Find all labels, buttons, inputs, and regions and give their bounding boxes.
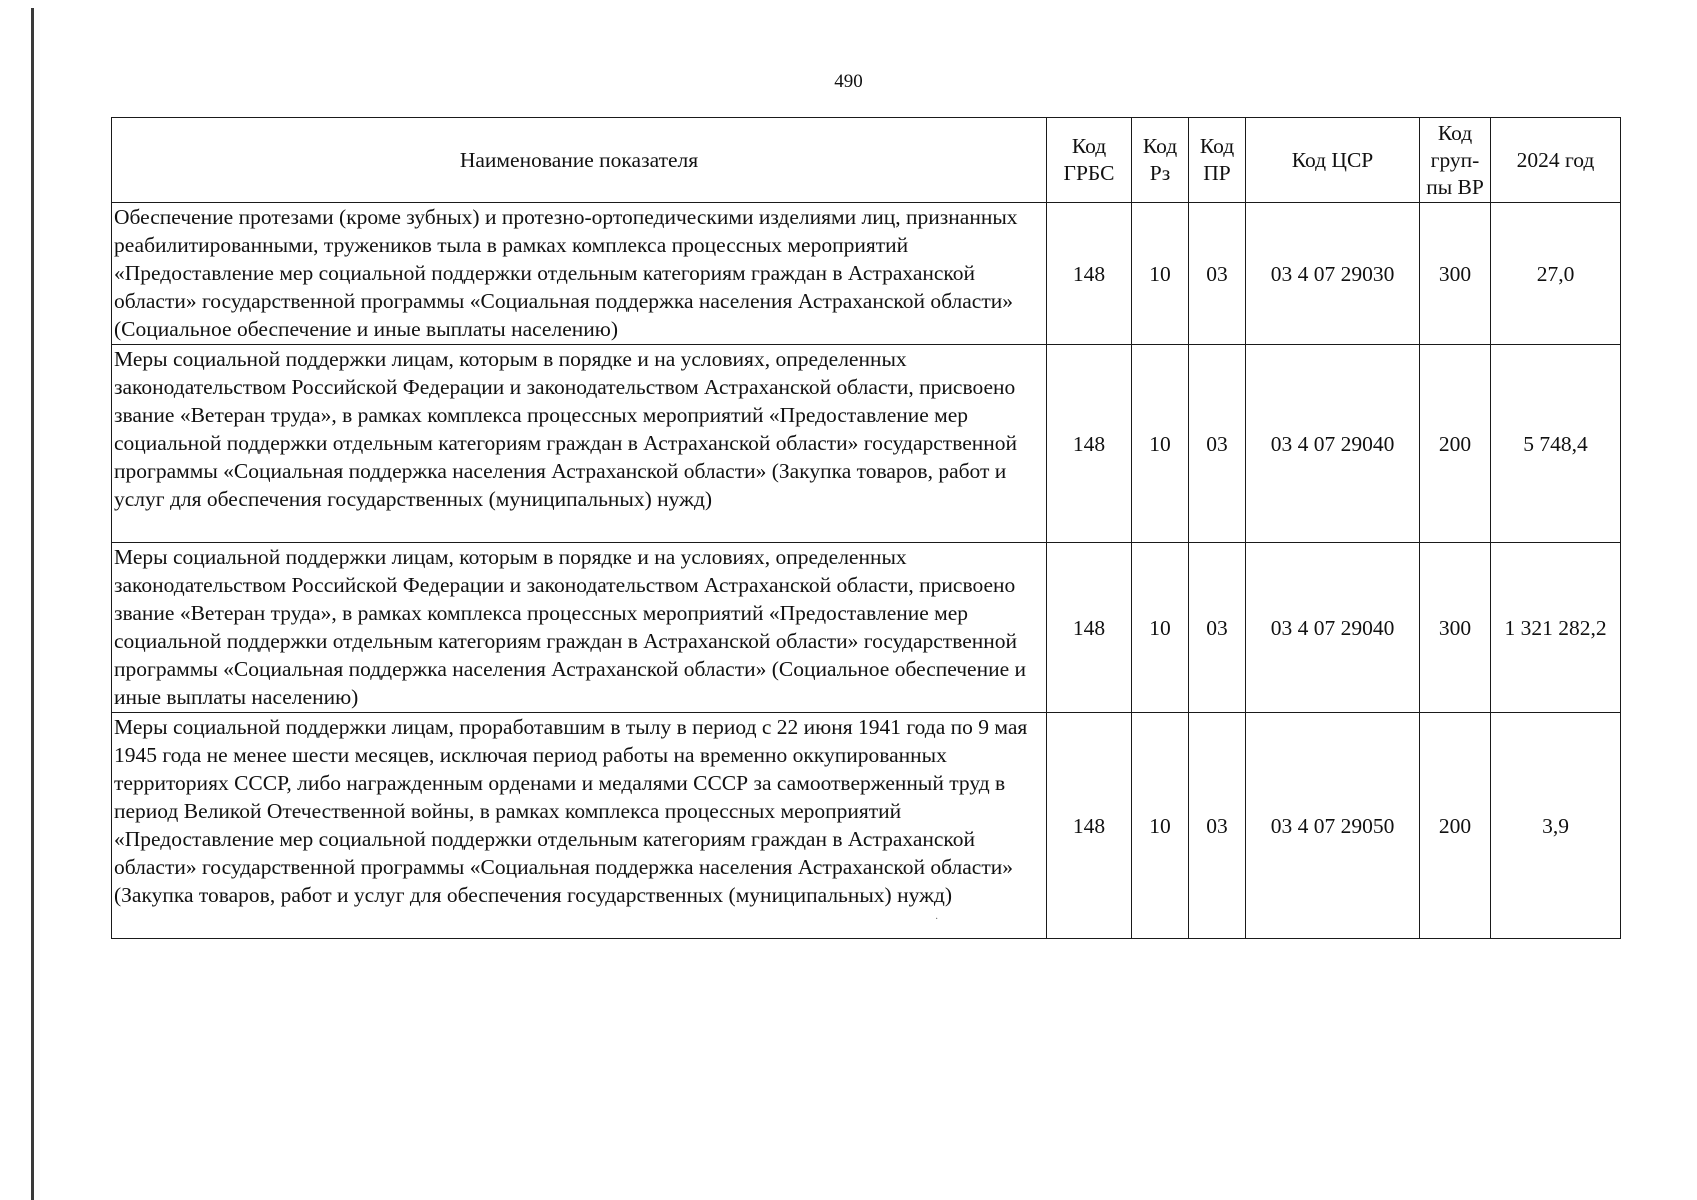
header-grbs: Код ГРБС: [1047, 118, 1132, 203]
row-grbs: 148: [1047, 543, 1132, 713]
row-vr: 300: [1420, 543, 1491, 713]
table-row: [112, 345, 1621, 543]
row-name: Обеспечение протезами (кроме зубных) и протезно-ортопедическими изделиями лиц, признанных реабилитированными, тружеников тыла в рамках комплекса процессных мероприятий «Предоставление мер социальной поддержки отдельным категориям граждан в Астраханской области» государственной программы «Социальная поддержка населения Астраханской области» (Социальное обеспечение и иные выплаты населению): [112, 203, 1047, 345]
table-row: [112, 203, 1621, 345]
row-vr: 200: [1420, 713, 1491, 939]
row-pr: 03: [1189, 345, 1246, 543]
row-csr: 03 4 07 29050: [1246, 713, 1420, 939]
table-row: [112, 713, 1621, 939]
header-rz: Код Рз: [1132, 118, 1189, 203]
binding-margin-line: [31, 8, 34, 1200]
row-name: Меры социальной поддержки лицам, проработавшим в тылу в период с 22 июня 1941 года по 9 мая 1945 года не менее шести месяцев, исключая период работы на временно оккупированных территориях СССР, либо награжденным орденами и медалями СССР за самоотверженный труд в период Великой Отечественной войны, в рамках комплекса процессных мероприятий «Предоставление мер социальной поддержки отдельным категориям граждан в Астраханской области» государственной программы «Социальная поддержка населения Астраханской области» (Закупка товаров, работ и услуг для обеспечения государственных (муниципальных) нужд): [112, 713, 1047, 939]
scan-speck: ·: [935, 914, 939, 925]
row-pr: 03: [1189, 713, 1246, 939]
row-rz: 10: [1132, 345, 1189, 543]
header-name: Наименование показателя: [112, 118, 1047, 203]
row-rz: 10: [1132, 543, 1189, 713]
row-vr: 300: [1420, 203, 1491, 345]
header-year: 2024 год: [1491, 118, 1621, 203]
row-amount: 1 321 282,2: [1491, 543, 1621, 713]
budget-table: [111, 117, 1621, 939]
page-number: 490: [834, 71, 863, 92]
row-pr: 03: [1189, 203, 1246, 345]
row-csr: 03 4 07 29030: [1246, 203, 1420, 345]
row-amount: 5 748,4: [1491, 345, 1621, 543]
row-pr: 03: [1189, 543, 1246, 713]
row-name: Меры социальной поддержки лицам, которым в порядке и на условиях, определенных законодательством Российской Федерации и законодательством Астраханской области, присвоено звание «Ветеран труда», в рамках комплекса процессных мероприятий «Предоставление мер социальной поддержки отдельным категориям граждан в Астраханской области» государственной программы «Социальная поддержка населения Астраханской области» (Социальное обеспечение и иные выплаты населению): [112, 543, 1047, 713]
row-csr: 03 4 07 29040: [1246, 543, 1420, 713]
row-csr: 03 4 07 29040: [1246, 345, 1420, 543]
row-grbs: 148: [1047, 203, 1132, 345]
row-amount: 27,0: [1491, 203, 1621, 345]
row-amount: 3,9: [1491, 713, 1621, 939]
header-vr: Код груп-пы ВР: [1420, 118, 1491, 203]
row-grbs: 148: [1047, 345, 1132, 543]
row-name: Меры социальной поддержки лицам, которым в порядке и на условиях, определенных законодательством Российской Федерации и законодательством Астраханской области, присвоено звание «Ветеран труда», в рамках комплекса процессных мероприятий «Предоставление мер социальной поддержки отдельным категориям граждан в Астраханской области» государственной программы «Социальная поддержка населения Астраханской области» (Закупка товаров, работ и услуг для обеспечения государственных (муниципальных) нужд): [112, 345, 1047, 543]
table-row: [112, 543, 1621, 713]
row-rz: 10: [1132, 203, 1189, 345]
row-rz: 10: [1132, 713, 1189, 939]
row-vr: 200: [1420, 345, 1491, 543]
header-csr: Код ЦСР: [1246, 118, 1420, 203]
row-grbs: 148: [1047, 713, 1132, 939]
table-header-row: [112, 118, 1621, 203]
header-pr: Код ПР: [1189, 118, 1246, 203]
